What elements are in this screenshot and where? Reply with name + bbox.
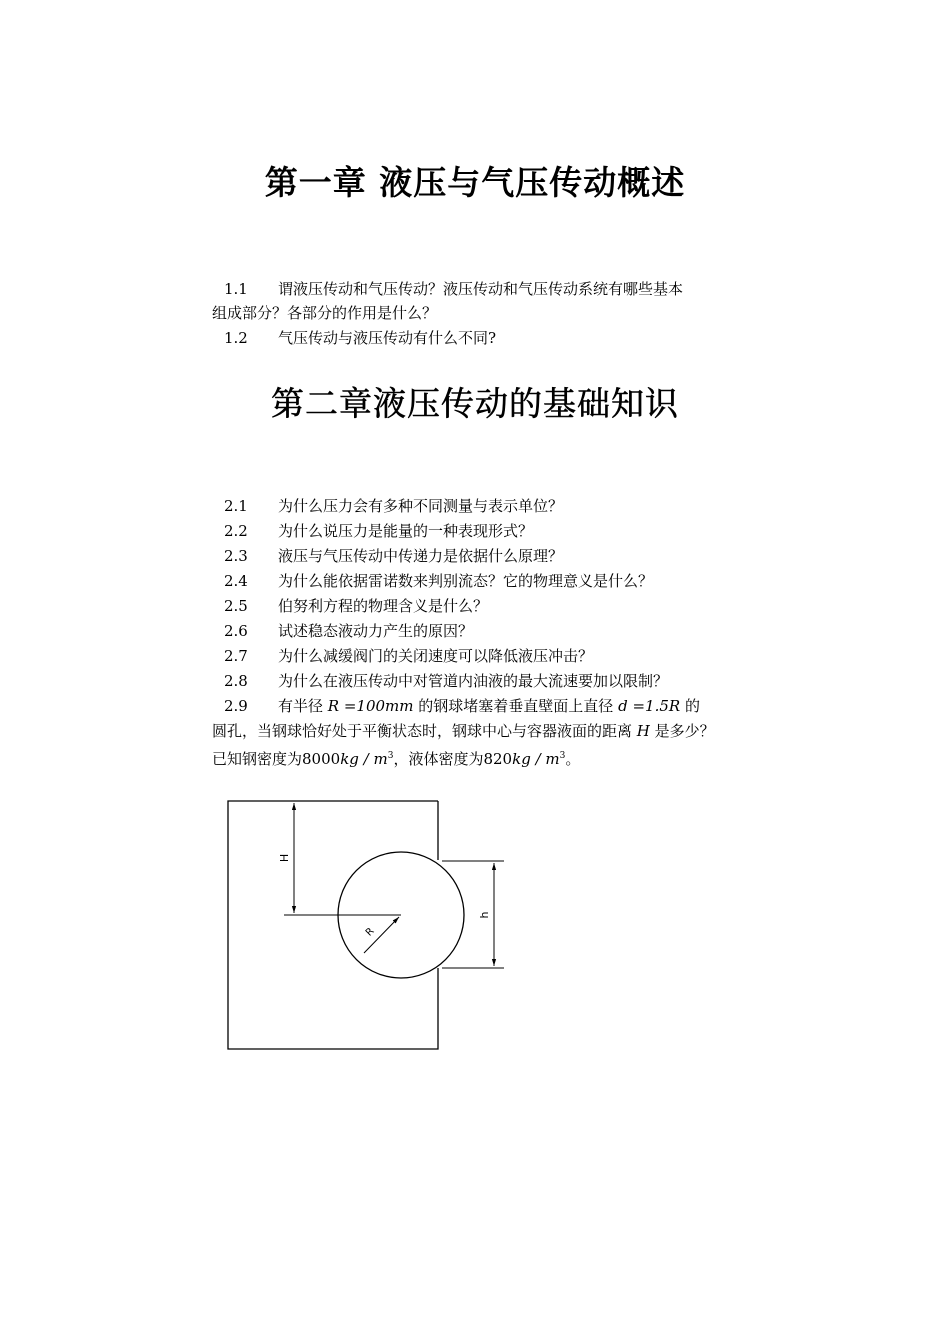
question-number: 1.2 bbox=[224, 329, 248, 347]
unit-exponent: 3 bbox=[559, 751, 566, 761]
question-text: 为什么能依据雷诺数来判别流态？它的物理意义是什么？ bbox=[278, 572, 654, 590]
question-text: 为什么压力会有多种不同测量与表示单位？ bbox=[278, 497, 564, 515]
question-text: 试述稳态液动力产生的原因？ bbox=[278, 622, 474, 640]
chapter2-title: 第二章液压传动的基础知识 bbox=[271, 384, 679, 423]
chapter1-title: 第一章 液压与气压传动概述 bbox=[264, 163, 686, 202]
text-segment: 已知钢密度为 bbox=[212, 750, 303, 768]
text-segment: 是多少？ bbox=[654, 722, 715, 740]
question-number: 2.4 bbox=[224, 572, 248, 590]
diameter-equation: d =1.5R bbox=[618, 697, 681, 715]
question-text: 谓液压传动和气压传动？液压传动和气压传动系统有哪些基本 bbox=[278, 280, 684, 298]
text-segment: ，液体密度为 bbox=[393, 750, 484, 768]
question-number: 2.5 bbox=[224, 597, 248, 615]
label-R: R bbox=[363, 925, 377, 939]
container-outline bbox=[228, 801, 438, 1049]
question-1-1-continued: 组成部分？各部分的作用是什么？ bbox=[212, 304, 438, 322]
label-h: h bbox=[478, 911, 491, 919]
liquid-density-unit: kg / m bbox=[512, 750, 560, 768]
text-segment: 的钢球堵塞着垂直壁面上直径 bbox=[418, 697, 614, 715]
text-segment: 圆孔，当钢球恰好处于平衡状态时，钢球中心与容器液面的距离 bbox=[212, 722, 633, 740]
question-number: 2.2 bbox=[224, 522, 248, 540]
depth-symbol: H bbox=[636, 722, 650, 740]
question-number: 1.1 bbox=[224, 280, 248, 298]
steel-density-value: 8000 bbox=[302, 750, 341, 768]
question-number: 2.1 bbox=[224, 497, 248, 515]
question-number: 2.7 bbox=[224, 647, 248, 665]
question-text: 为什么在液压传动中对管道内油液的最大流速要加以限制？ bbox=[278, 672, 669, 690]
question-text: 伯努利方程的物理含义是什么？ bbox=[278, 597, 489, 615]
text-segment: 的 bbox=[684, 697, 700, 715]
text-segment: 。 bbox=[565, 750, 581, 768]
question-text: 为什么减缓阀门的关闭速度可以降低液压冲击？ bbox=[278, 647, 594, 665]
question-number: 2.8 bbox=[224, 672, 248, 690]
label-H: H bbox=[278, 853, 291, 863]
question-text: 为什么说压力是能量的一种表现形式？ bbox=[278, 522, 534, 540]
text-segment: 有半径 bbox=[278, 697, 324, 715]
question-number: 2.3 bbox=[224, 547, 248, 565]
question-number: 2.6 bbox=[224, 622, 248, 640]
radius-equation: R =100mm bbox=[327, 697, 414, 715]
question-text: 液压与气压传动中传递力是依据什么原理？ bbox=[278, 547, 564, 565]
question-number: 2.9 bbox=[224, 697, 248, 715]
question-text: 气压传动与液压传动有什么不同? bbox=[278, 329, 497, 347]
steel-density-unit: kg / m bbox=[340, 750, 388, 768]
unit-exponent: 3 bbox=[387, 751, 394, 761]
liquid-density-value: 820 bbox=[483, 750, 513, 768]
